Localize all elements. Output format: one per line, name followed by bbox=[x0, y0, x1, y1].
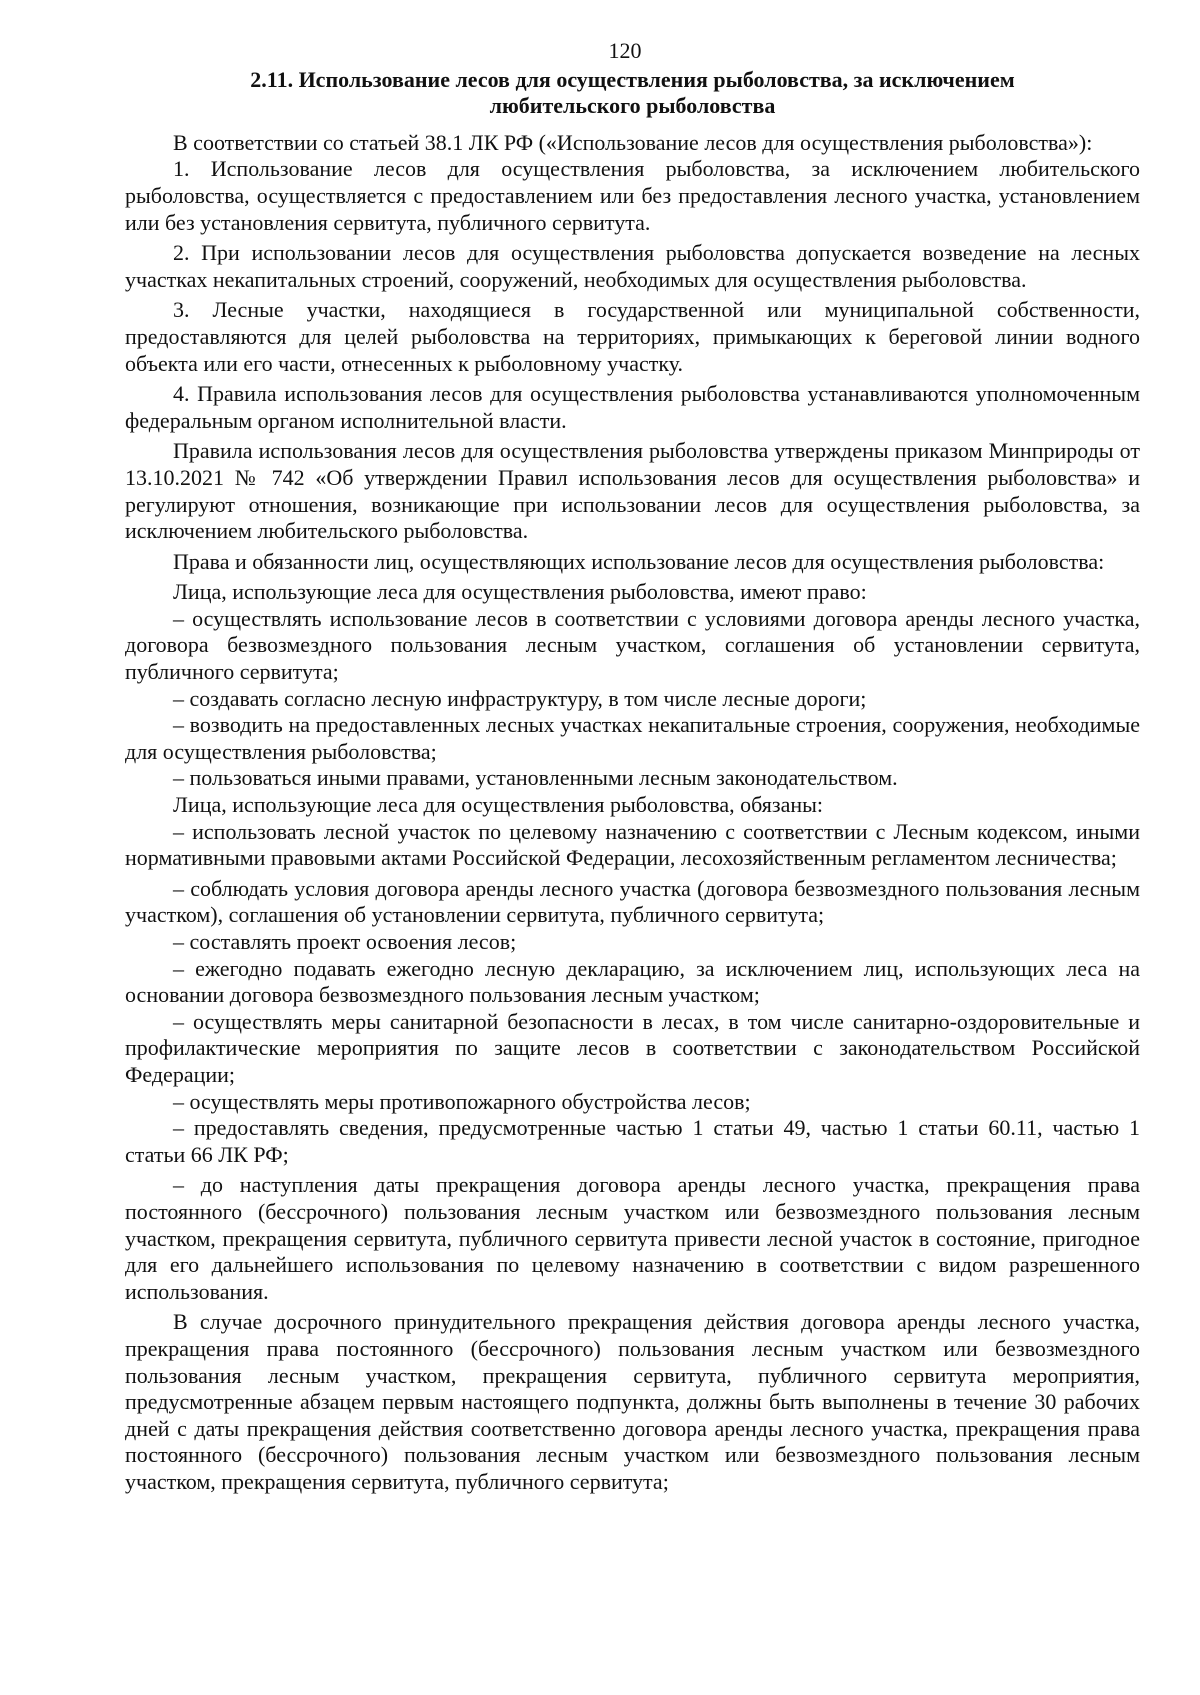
paragraph: Правила использования лесов для осуществления рыболовства утверждены приказом Минприроды от 13.10.2021 № 742 «Об утверждении Правил использования лесов для осуществления рыболовства» и регулируют отношения, возникающие при использовании лесов для осуществления рыболовства, за исключением любительского рыболовства. bbox=[125, 438, 1140, 544]
list-item: – до наступления даты прекращения договора аренды лесного участка, прекращения права постоянного (бессрочного) пользования лесным участком или безвозмездного пользования лесным участком, прекращения сервитута, публичного сервитута привести лесной участок в состояние, пригодное для его дальнейшего использования по целевому назначению в соответствии с видом разрешенного использования. bbox=[125, 1172, 1140, 1304]
list-item: – предоставлять сведения, предусмотренные частью 1 статьи 49, частью 1 статьи 60.11, частью 1 статьи 66 ЛК РФ; bbox=[125, 1115, 1140, 1167]
list-item: – осуществлять меры противопожарного обустройства лесов; bbox=[173, 1088, 751, 1114]
paragraph: В случае досрочного принудительного прекращения действия договора аренды лесного участка, прекращения права постоянного (бессрочного) пользования лесным участком или безвозмездного пользования лесным участком, прекращения сервитута, публичного сервитута мероприятия, предусмотренные абзацем первым настоящего подпункта, должны быть выполнены в течение 30 рабочих дней с даты прекращения действия соответственно договора аренды лесного участка, прекращения права постоянного (бессрочного) пользования лесным участком или безвозмездного пользования лесным участком, прекращения сервитута, публичного сервитута; bbox=[125, 1309, 1140, 1494]
paragraph: 3. Лесные участки, находящиеся в государственной или муниципальной собственности, предоставляются для целей рыболовства на территориях, примыкающих к береговой линии водного объекта или его части, отнесенных к рыболовному участку. bbox=[125, 297, 1140, 376]
list-item: – осуществлять использование лесов в соответствии с условиями договора аренды лесного участка, договора безвозмездного пользования лесным участком, соглашения об установлении сервитута, публичного сервитута; bbox=[125, 605, 1140, 685]
list-item: – ежегодно подавать ежегодно лесную декларацию, за исключением лиц, использующих леса на основании договора безвозмездного пользования лесным участком; bbox=[125, 955, 1140, 1008]
paragraph: 1. Использование лесов для осуществления рыболовства, за исключением любительского рыболовства, осуществляется с предоставлением или без предоставления лесного участка, установлением или без установления сервитута, публичного сервитута. bbox=[125, 156, 1140, 235]
paragraph: Лица, использующие леса для осуществления рыболовства, обязаны: bbox=[173, 792, 823, 818]
paragraph: В соответствии со статьей 38.1 ЛК РФ («Использование лесов для осуществления рыболовства»): bbox=[173, 129, 1093, 155]
section-heading bbox=[125, 67, 1140, 120]
list-item: – возводить на предоставленных лесных участках некапитальные строения, сооружения, необходимые для осуществления рыболовства; bbox=[125, 712, 1140, 764]
list-item: – создавать согласно лесную инфраструктуру, в том числе лесные дороги; bbox=[173, 685, 867, 711]
list-item: – использовать лесной участок по целевому назначению с соответствии с Лесным кодексом, иными нормативными правовыми актами Российской Федерации, лесохозяйственным регламентом лесничества; bbox=[125, 818, 1140, 871]
page-number: 120 bbox=[608, 38, 642, 63]
section-heading-line-1: 2.11. Использование лесов для осуществления рыболовства, за исключением bbox=[250, 66, 1015, 92]
paragraph: Права и обязанности лиц, осуществляющих использование лесов для осуществления рыболовства: bbox=[173, 548, 1105, 574]
list-item: – соблюдать условия договора аренды лесного участка (договора безвозмездного пользования лесным участком), соглашения об установлении сервитута, публичного сервитута; bbox=[125, 875, 1140, 928]
paragraph: 2. При использовании лесов для осуществления рыболовства допускается возведение на лесных участках некапитальных строений, сооружений, необходимых для осуществления рыболовства. bbox=[125, 240, 1140, 292]
list-item: – пользоваться иными правами, установленными лесным законодательством. bbox=[173, 765, 898, 791]
list-item: – составлять проект освоения лесов; bbox=[173, 929, 517, 954]
list-item: – осуществлять меры санитарной безопасности в лесах, в том числе санитарно-оздоровительные и профилактические мероприятия по защите лесов в соответствии с законодательством Российской Федерации; bbox=[125, 1008, 1140, 1087]
paragraph: Лица, использующие леса для осуществления рыболовства, имеют право: bbox=[173, 579, 867, 605]
paragraph: 4. Правила использования лесов для осуществления рыболовства устанавливаются уполномоченным федеральным органом исполнительной власти. bbox=[125, 381, 1140, 433]
section-heading-line-2: любительского рыболовства bbox=[489, 93, 776, 119]
